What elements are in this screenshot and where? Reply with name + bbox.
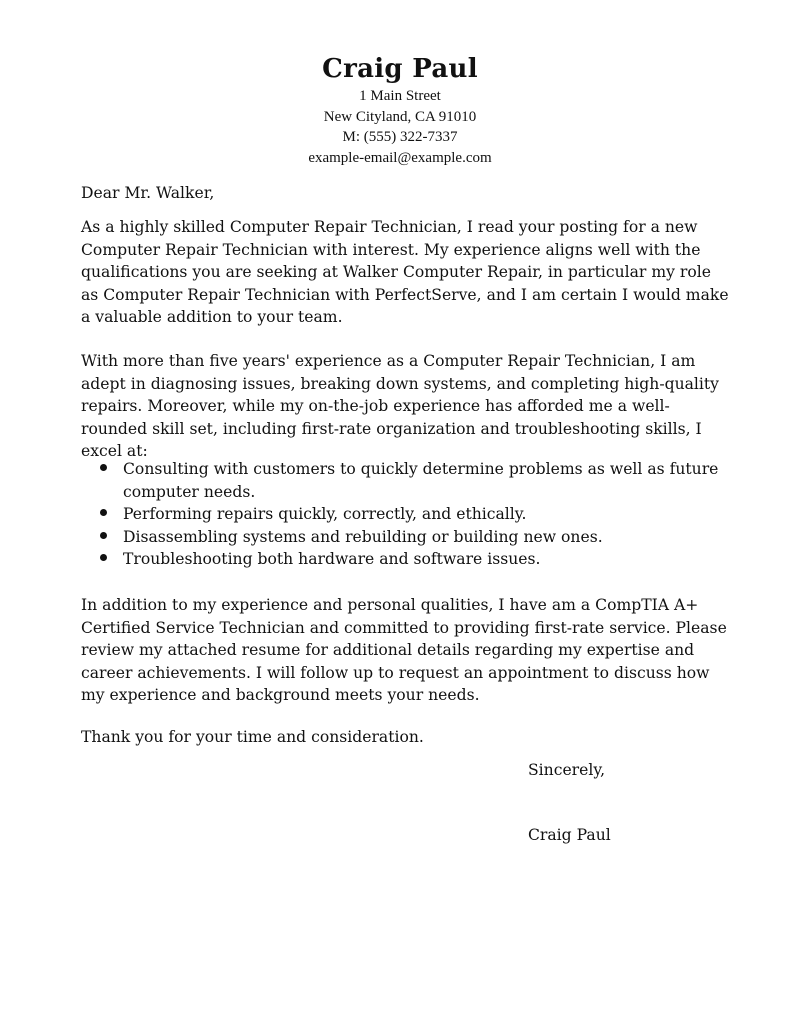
sender-city: New Cityland, CA 91010 (323, 108, 477, 125)
bullet-icon (100, 554, 107, 561)
paragraph-experience: With more than five years' experience as a Computer Repair Technician, I am adept in diagnosing issues, breaking down systems, and completing high-quality repairs. Moreover, while my on-the-job experience has afforded me a well-rounded skill set, including first-rate organization and troubleshooting skills, I excel at: (81, 352, 719, 460)
bullet-icon (100, 509, 107, 516)
sender-phone: M: (555) 322-7337 (342, 129, 458, 145)
list-item (81, 458, 721, 503)
list-item-text: Disassembling systems and rebuilding or building new ones. (123, 527, 603, 546)
list-item (81, 503, 721, 526)
paragraph-intro: As a highly skilled Computer Repair Technician, I read your posting for a new Computer Repair Technician with interest. My experience aligns well with the qualifications you are seeking at Walker Computer Repair, in particular my role as Computer Repair Technician with PerfectServe, and I am certain I would make a valuable addition to your team. (81, 218, 729, 326)
salutation: Dear Mr. Walker, (81, 184, 215, 202)
thank-you-line: Thank you for your time and consideration. (81, 728, 424, 746)
paragraph-qualifications: In addition to my experience and personal qualities, I have am a CompTIA A+ Certified Service Technician and committed to providing first-rate service. Please review my attached resume for additional details regarding my expertise and career achievements. I will follow up to request an appointment to discuss how my experience and background meets your needs. (81, 596, 727, 704)
bullet-icon (100, 464, 107, 471)
sender-street: 1 Main Street (359, 88, 441, 104)
bullet-icon (100, 532, 107, 539)
list-item (81, 526, 721, 549)
letter-header (0, 52, 800, 168)
list-item-text: Consulting with customers to quickly determine problems as well as future computer needs. (123, 460, 719, 501)
sender-email: example-email@example.com (308, 149, 492, 166)
list-item-text: Troubleshooting both hardware and software issues. (123, 550, 541, 568)
signature-name: Craig Paul (528, 826, 611, 844)
list-item-text: Performing repairs quickly, correctly, and ethically. (123, 505, 527, 523)
sender-name: Craig Paul (322, 54, 478, 84)
closing: Sincerely, (528, 761, 606, 779)
list-item (81, 548, 721, 571)
skills-list (81, 458, 721, 571)
